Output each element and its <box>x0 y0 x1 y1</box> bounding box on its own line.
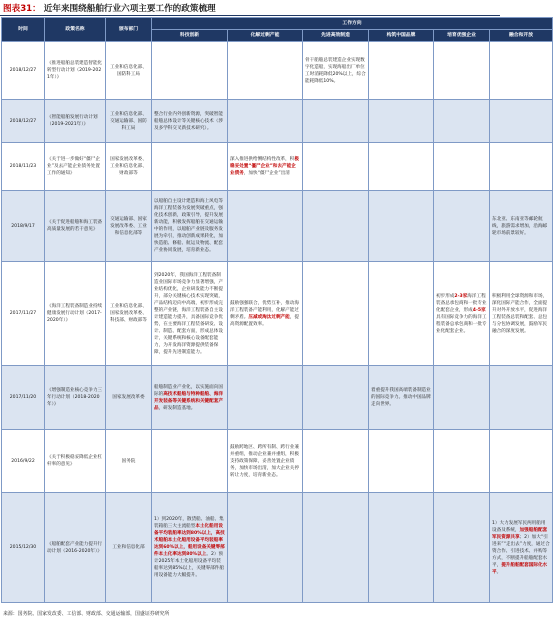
cell-tech: 以船舶自主设计建造和海上风电等海洋工程装备为发展突破重点，强化技术创新，政策引导，提升发展新动能，积极发挥船舶在交通运输中的作用，以船舶产业链及服务发展为牵引，推动创新成果转化，加快造船、修船、航运及物流、配套产业协同发展，培育新业态。 <box>152 191 228 262</box>
highlight-text: 4-5家 <box>472 307 486 313</box>
table-row <box>2 262 553 366</box>
cell-tech <box>152 42 228 100</box>
figure-number: 图表31： <box>3 4 41 14</box>
cell-manufacture <box>303 493 369 603</box>
cell-fusion: 积极利用全球资源和市场，深化国际产能合作，全面提升对外开放水平，促进海洋工程装备总装和配套、总包与分包协调发展，鼓励军民融合的深度发展。 <box>490 262 553 366</box>
table-row <box>2 493 553 603</box>
cell-tech: 1）到2020年，散货船、油船、集装箱船三大主流船型本土化船用设备平均装船率达到80%以上，高技术船舶本土化船用设备平均装船率达到60%以上，船用设备关键零部件本土化率达到80%以上。2）预计2025年本土化船用设备平均装船率达到85%以上，关键零部件船用设备能力大幅提升。 <box>152 493 228 603</box>
cell-structure <box>369 493 434 603</box>
cell-structure <box>369 143 434 191</box>
cell-manufacture <box>303 262 369 366</box>
cell-policy: 《推进船舶总装建造智能化转型行动计划（2019-2021年）》 <box>45 42 106 100</box>
cell-tech: 整合行业内外创新资源，突破智能船舶总体设计等关键核心技术（涉及多学科交叉新技术研究）。 <box>152 100 228 143</box>
cell-structure <box>369 100 434 143</box>
cell-dept: 工业和信息化部、国防科工局 <box>106 42 152 100</box>
table-row <box>2 100 553 143</box>
source-note: 来源：国务院、国家发改委、工信部、财政部、交通运输部，国盛证券研究所 <box>3 611 170 617</box>
cell-policy: 《关于积极稳妥降低企业杠杆率的意见》 <box>45 430 106 493</box>
header-world: 培育优强企业 <box>434 30 490 42</box>
cell-date: 2017/11/20 <box>2 366 45 430</box>
cell-date: 2018/12/27 <box>2 100 45 143</box>
cell-policy: 《关于进一步做好“僵尸企业”及去产能企业债务处置工作的通知》 <box>45 143 106 191</box>
header-time: 时间 <box>2 18 45 42</box>
cell-capacity <box>228 42 303 100</box>
cell-date: 2016/9/22 <box>2 430 45 493</box>
cell-structure <box>369 262 434 366</box>
table-row <box>2 366 553 430</box>
highlight-text: 本土化船用设备平均装船率达到80%以上，高技术船舶本土化船用设备平均装船率达到60%以上，船用设备关键零部件本土化率达到80%以上 <box>154 524 225 557</box>
cell-fusion <box>490 42 553 100</box>
cell-tech <box>152 143 228 191</box>
cell-date: 2018/9/17 <box>2 191 45 262</box>
cell-policy: 《智能船舶发展行动计划（2019-2021年）》 <box>45 100 106 143</box>
cell-dept: 国家发展改革委 <box>106 366 152 430</box>
figure-title-text: 近年来围绕船舶行业六项主要工作的政策梳理 <box>43 4 216 14</box>
cell-structure <box>369 191 434 262</box>
cell-manufacture <box>303 100 369 143</box>
cell-capacity <box>228 191 303 262</box>
cell-date: 2015/12/30 <box>2 493 45 603</box>
figure-title <box>3 2 216 15</box>
cell-dept: 交通运输部、国家发展改革委、工业和信息化部等 <box>106 191 152 262</box>
cell-tech: 到2020年，我国海洋工程装备制造业国际市场竞争力显著增强，产业结构优化，企业研发能力不断提升，部分关键核心技术实现突破，产品结构迈向中高端，初步形成完整的产业链，海洋工程装备自主设计建造能力提升，具备国际竞争优势，在主要海洋工程装备研发、设计、制造、配套方面，形成总体设计，关键系统和核心设备配套能力，为开发海洋资源提供装备保障，提升先进制造能力。 <box>152 262 228 366</box>
cell-world <box>434 430 490 493</box>
cell-dept: 工业和信息化部、交通运输部、国防科工局 <box>106 100 152 143</box>
cell-manufacture <box>303 143 369 191</box>
table-row <box>2 191 553 262</box>
cell-world <box>434 100 490 143</box>
cell-capacity <box>228 366 303 430</box>
header-structure: 构筑中国品牌 <box>369 30 434 42</box>
cell-world: 初步形成2-3家海洋工程装备总承包商和一批专业化配套企业，形成4-5家具有国际竞争力的海洋工程装备总承包商和一批专业化配套企业。 <box>434 262 490 366</box>
highlight-text: 高技术船舶与特种船舶、海洋开发装备等关键系统和关键配套产品 <box>154 391 223 411</box>
cell-world <box>434 493 490 603</box>
cell-fusion <box>490 430 553 493</box>
cell-fusion <box>490 366 553 430</box>
cell-fusion <box>490 143 553 191</box>
cell-date: 2017/11/27 <box>2 262 45 366</box>
header-fusion: 融合和开放 <box>490 30 553 42</box>
cell-dept: 国务院 <box>106 430 152 493</box>
title-rule <box>0 15 500 16</box>
cell-dept: 工业和信息化部 <box>106 493 152 603</box>
cell-manufacture <box>303 430 369 493</box>
cell-manufacture <box>303 191 369 262</box>
highlight-text: 提升船舶配套国际化水平 <box>492 562 548 575</box>
cell-fusion: 1）大力发展军民两用船用设备及系统，加强船舶配套军民资源共享；2）加大“引进来”“走出去”力度，通过合资合作、引进技术、并购等方式，不断提升船舶配套水平，提升船舶配套国际化水平。 <box>490 493 553 603</box>
header-policy: 政策名称 <box>45 18 106 42</box>
cell-policy: 《增强制造业核心竞争力三年行动计划（2018-2020年）》 <box>45 366 106 430</box>
cell-dept: 国家发展改革委、工业和信息化部、财政部等 <box>106 143 152 191</box>
table-row <box>2 430 553 493</box>
cell-fusion: 东北亚、东南亚等邮轮航线，旅游需求增加，沿海邮轮市场前景较好。 <box>490 191 553 262</box>
highlight-text: 压减或淘汰过剩产能 <box>248 314 290 320</box>
cell-manufacture <box>303 366 369 430</box>
table-row <box>2 42 553 100</box>
cell-policy: 《关于促进船舶和海工装备高质量发展的若干意见》 <box>45 191 106 262</box>
cell-manufacture: 骨干船舶总装建造企业实现数字化造船，实现海船出厂单位工时消耗降低20%以上，综合能耗降低10%。 <box>303 42 369 100</box>
highlight-text: 2-3家 <box>454 293 468 299</box>
header-capacity: 化解过剩产能 <box>228 30 303 42</box>
cell-world <box>434 42 490 100</box>
cell-world <box>434 191 490 262</box>
header-tech: 科技创新 <box>152 30 228 42</box>
cell-world <box>434 366 490 430</box>
cell-capacity: 鼓励强强联合，优势互补，推动海洋工程装备产能利用，化解产能过剩矛盾。压减或淘汰过剩产能，提高资源配置效率。 <box>228 262 303 366</box>
cell-date: 2018/11/23 <box>2 143 45 191</box>
highlight-text: 极稳妥处置“僵尸企业”和去产能企业债务 <box>230 157 299 176</box>
cell-capacity <box>228 100 303 143</box>
cell-policy: 《船舶配套产业能力提升行动计划（2016-2020年）》 <box>45 493 106 603</box>
cell-date: 2018/12/27 <box>2 42 45 100</box>
header-dept: 颁布部门 <box>106 18 152 42</box>
cell-tech: 船舶制造业产业化，以实施面向国际的高技术船舶与特种船舶、海洋开发装备等关键系统和关键配套产品，研发制造基地。 <box>152 366 228 430</box>
policy-table <box>1 17 553 603</box>
cell-structure <box>369 430 434 493</box>
cell-capacity: 深入推进供给侧结构性改革，积极稳妥处置“僵尸企业”和去产能企业债务，加快“僵尸企业”出清 <box>228 143 303 191</box>
header-group: 工作方向 <box>152 18 553 30</box>
table-row <box>2 143 553 191</box>
cell-policy: 《海洋工程装备制造业持续健康发展行动计划（2017-2020年）》 <box>45 262 106 366</box>
cell-capacity: 鼓励跨地区、跨所有制、跨行业兼并重组，推动企业兼并重组，积极支持政策保障，妥善处置企业债务，加快市场出清，加大企业关停转让力度，培育新业态。 <box>228 430 303 493</box>
cell-world <box>434 143 490 191</box>
cell-dept: 工业和信息化部、国家发展改革委、科技部、财政部等 <box>106 262 152 366</box>
cell-capacity <box>228 493 303 603</box>
header-manufacture: 先进高效制造 <box>303 30 369 42</box>
highlight-text: 加强船舶配套军民资源共享 <box>492 527 548 540</box>
cell-tech <box>152 430 228 493</box>
cell-fusion <box>490 100 553 143</box>
cell-structure <box>369 42 434 100</box>
cell-structure: 着重提升我国高端装备制造业的国际竞争力。推动中国品牌走向世界。 <box>369 366 434 430</box>
